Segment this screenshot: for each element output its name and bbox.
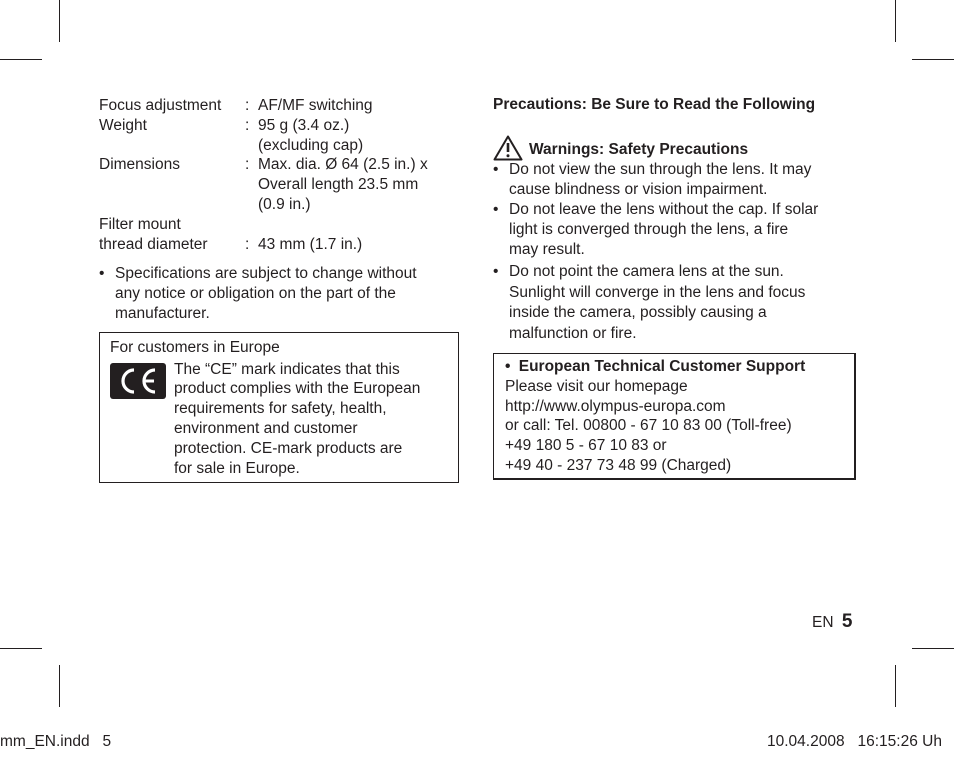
spec-value: Max. dia. Ø 64 (2.5 in.) x (258, 156, 428, 174)
support-box-line: http://www.olympus-europa.com (505, 397, 726, 415)
spec-row-weight (99, 116, 461, 156)
spec-value: 95 g (3.4 oz.) (258, 116, 350, 134)
crop-mark-top-right-vertical (895, 0, 896, 42)
list-item-line: malfunction or fire. (509, 325, 637, 343)
list-item (493, 262, 857, 345)
europe-box-line: environment and customer (174, 419, 358, 437)
list-item-line: Do not point the camera lens at the sun. (509, 262, 784, 280)
spec-label: thread diameter (99, 235, 208, 253)
crop-mark-bottom-right-horizontal (912, 648, 954, 649)
spec-colon: : (245, 156, 250, 174)
list-item (493, 200, 857, 259)
right-column (493, 95, 857, 480)
europe-box-line: for sale in Europe. (174, 459, 300, 477)
bullet: • (493, 160, 499, 178)
support-box-line: +49 40 - 237 73 48 99 (Charged) (505, 456, 732, 474)
europe-ce-box (99, 332, 459, 484)
slug-timestamp: 10.04.2008 16:15:26 Uh (767, 733, 942, 750)
left-column (99, 96, 461, 483)
note-line: manufacturer. (115, 304, 210, 322)
bullet: • (99, 265, 105, 283)
support-box-line: or call: Tel. 00800 - 67 10 83 00 (Toll-free) (505, 417, 792, 435)
spec-colon: : (245, 97, 250, 114)
crop-mark-top-left-horizontal (0, 59, 42, 60)
spec-value: (excluding cap) (258, 136, 364, 154)
spec-row-focus-adjustment (99, 96, 461, 116)
spec-table (99, 96, 461, 254)
spec-colon: : (245, 235, 250, 253)
crop-mark-bottom-right-vertical (895, 665, 896, 707)
warnings-heading-label: Warnings: Safety Precautions (529, 141, 749, 158)
spec-value: Overall length 23.5 mm (258, 176, 419, 194)
list-item-line: Sunlight will converge in the lens and focus (509, 283, 806, 301)
europe-box-text (174, 360, 448, 479)
europe-box-line: product complies with the European (174, 380, 421, 398)
bullet: • (493, 201, 499, 219)
spec-row-thread-diameter (99, 235, 461, 255)
support-box (493, 353, 856, 480)
list-item-line: Do not view the sun through the lens. It may (509, 160, 812, 178)
slug-filename: mm_EN.indd 5 (0, 733, 112, 750)
spec-label: Weight (99, 116, 147, 134)
crop-mark-top-right-horizontal (912, 59, 954, 60)
list-item-line: may result. (509, 240, 585, 258)
spec-label: Filter mount (99, 215, 181, 233)
support-box-line: +49 180 5 - 67 10 83 or (505, 437, 667, 455)
crop-mark-bottom-left-horizontal (0, 648, 42, 649)
spec-value: (0.9 in.) (258, 195, 311, 213)
warning-triangle-icon (493, 135, 523, 161)
europe-box-title: For customers in Europe (110, 338, 280, 356)
europe-box-line: requirements for safety, health, (174, 400, 387, 418)
spec-colon: : (245, 116, 250, 134)
page-lang: EN (812, 614, 834, 631)
spec-label: Dimensions (99, 156, 180, 174)
list-item-line: Do not leave the lens without the cap. If solar (509, 201, 819, 219)
bullet: • (493, 262, 499, 280)
support-box-title (505, 357, 844, 377)
spec-value (258, 215, 461, 235)
page-number-value: 5 (841, 611, 853, 632)
warnings-heading (493, 135, 857, 160)
spec-change-note (99, 264, 461, 323)
spec-row-dimensions (99, 155, 461, 214)
bullet: • (505, 357, 511, 375)
warning-list (493, 160, 857, 345)
list-item-line: light is converged through the lens, a fire (509, 221, 789, 239)
spec-label: Focus adjustment (99, 97, 222, 114)
europe-box-line: The “CE” mark indicates that this (174, 360, 400, 378)
list-item (493, 160, 857, 200)
spec-value: AF/MF switching (258, 97, 373, 114)
spec-row-filter-mount (99, 215, 461, 235)
ce-mark-icon (110, 363, 166, 399)
list-item-line: inside the camera, possibly causing a (509, 304, 767, 322)
note-line: any notice or obligation on the part of the (115, 285, 396, 303)
europe-box-line: protection. CE-mark products are (174, 439, 403, 457)
spec-value: 43 mm (1.7 in.) (258, 235, 363, 253)
list-item-line: cause blindness or vision impairment. (509, 180, 768, 198)
note-line: Specifications are subject to change without (115, 265, 417, 283)
support-box-line: Please visit our homepage (505, 377, 688, 395)
crop-mark-top-left-vertical (59, 0, 60, 42)
crop-mark-bottom-left-vertical (59, 665, 60, 707)
support-box-title-label: European Technical Customer Support (518, 357, 806, 375)
precautions-heading: Precautions: Be Sure to Read the Following (493, 96, 816, 113)
page-number (812, 612, 852, 633)
